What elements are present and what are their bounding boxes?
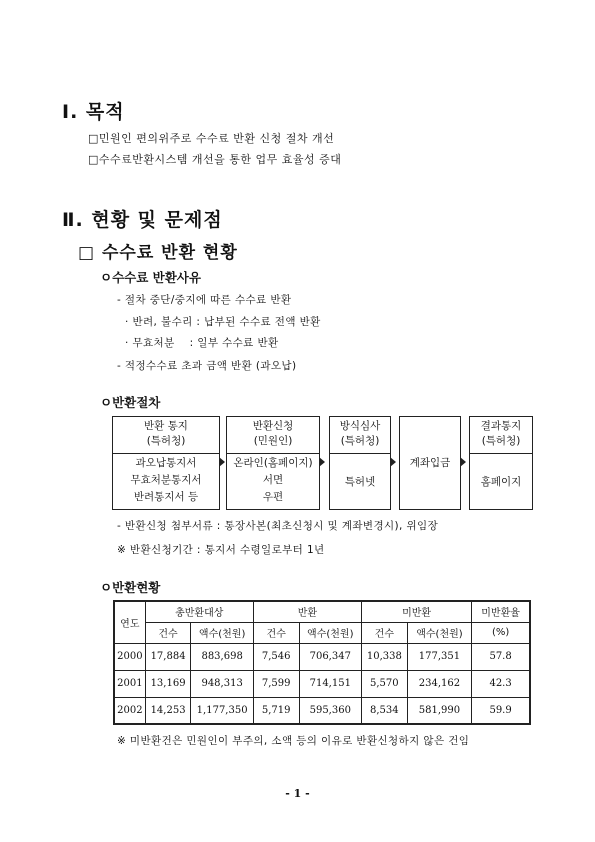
cell: 5,719 [253,697,299,724]
section-2-subtitle: □ 수수료 반환 현황 [78,243,238,263]
header-refunded: 반환 [253,601,361,622]
procedure-box-review [329,416,391,510]
header-pct: (%) [472,622,530,643]
cell: 14,253 [145,697,191,724]
procedure-box-org: (민원인) [253,435,293,447]
procedure-box-title: 반환 통지 [144,420,188,432]
header-amount: 액수(천원) [299,622,361,643]
procedure-box-application [226,416,320,510]
header-total: 총반환대상 [145,601,253,622]
cell: 883,698 [191,643,253,670]
status-footnote: ※ 미반환건은 민원인이 부주의, 소액 등의 이유로 반환신청하지 않은 건임 [117,735,470,747]
reasons-heading: ㅇ수수료 반환사유 [100,270,201,285]
cell: 595,360 [299,697,361,724]
cell-year: 2001 [114,670,145,697]
procedure-box-result [469,416,533,510]
procedure-box-line: 무효처분통지서 [130,474,202,486]
procedure-box-line: 우편 [262,491,284,503]
cell: 714,151 [299,670,361,697]
refund-status-table [113,600,531,725]
procedure-box-line: 온라인(홈페이지) [233,457,313,469]
cell-year: 2000 [114,643,145,670]
header-year: 연도 [114,601,145,643]
procedure-box-deposit [399,416,461,510]
cell: 581,990 [407,697,471,724]
arrow-right-icon [319,457,325,467]
procedure-box-title: 반환신청 [252,420,294,432]
arrow-right-icon [460,457,466,467]
reason-line-3: · 무효처분 : 일부 수수료 반환 [125,337,279,349]
procedure-box-line: 홈페이지 [480,476,522,488]
procedure-box-org: (특허청) [146,435,186,447]
procedure-heading: ㅇ반환절차 [100,395,161,410]
arrow-right-icon [219,457,225,467]
cell: 13,169 [145,670,191,697]
cell: 10,338 [361,643,407,670]
procedure-box-line: 반려통지서 등 [133,491,199,503]
cell: 1,177,350 [191,697,253,724]
cell: 17,884 [145,643,191,670]
page-number: - 1 - [285,787,310,800]
header-amount: 액수(천원) [407,622,471,643]
status-heading: ㅇ반환현황 [100,580,161,595]
header-count: 건수 [361,622,407,643]
table-row [114,643,530,670]
header-rate: 미반환율 [472,601,530,622]
cell: 8,534 [361,697,407,724]
section-1-title: Ⅰ. 목적 [62,101,125,123]
procedure-box-org: (특허청) [481,435,521,447]
procedure-box-line: 계좌입금 [409,457,451,469]
reason-line-4: - 적정수수료 초과 금액 반환 (과오납) [117,360,297,372]
table-row [114,670,530,697]
reason-line-2: · 반려, 불수리 : 납부된 수수료 전액 반환 [125,316,321,328]
header-unrefunded: 미반환 [361,601,471,622]
cell: 5,570 [361,670,407,697]
purpose-item-2: □수수료반환시스템 개선을 통한 업무 효율성 증대 [88,153,342,166]
procedure-box-title: 결과통지 [480,420,522,432]
cell-rate: 59.9 [472,697,530,724]
procedure-box-org: (특허청) [340,435,380,447]
procedure-box-notice [112,416,220,510]
header-count: 건수 [145,622,191,643]
section-2-title: Ⅱ. 현황 및 문제점 [62,209,223,231]
cell-rate: 42.3 [472,670,530,697]
procedure-box-line: 특허넷 [344,476,376,488]
procedure-note-1: - 반환신청 첨부서류 : 통장사본(최초신청시 및 계좌변경시), 위임장 [117,520,439,532]
procedure-note-2: ※ 반환신청기간 : 통지서 수령일로부터 1년 [117,544,325,556]
cell: 7,546 [253,643,299,670]
header-amount: 액수(천원) [191,622,253,643]
cell: 706,347 [299,643,361,670]
cell: 948,313 [191,670,253,697]
reason-line-1: - 절차 중단/중지에 따른 수수료 반환 [117,294,292,306]
cell: 234,162 [407,670,471,697]
procedure-box-line: 과오납통지서 [135,457,197,469]
cell: 177,351 [407,643,471,670]
procedure-box-line: 서면 [262,474,284,486]
procedure-box-title: 방식심사 [339,420,381,432]
cell-rate: 57.8 [472,643,530,670]
table-row [114,697,530,724]
cell-year: 2002 [114,697,145,724]
arrow-right-icon [390,457,396,467]
cell: 7,599 [253,670,299,697]
header-count: 건수 [253,622,299,643]
purpose-item-1: □민원인 편의위주로 수수료 반환 신청 절차 개선 [88,132,335,145]
